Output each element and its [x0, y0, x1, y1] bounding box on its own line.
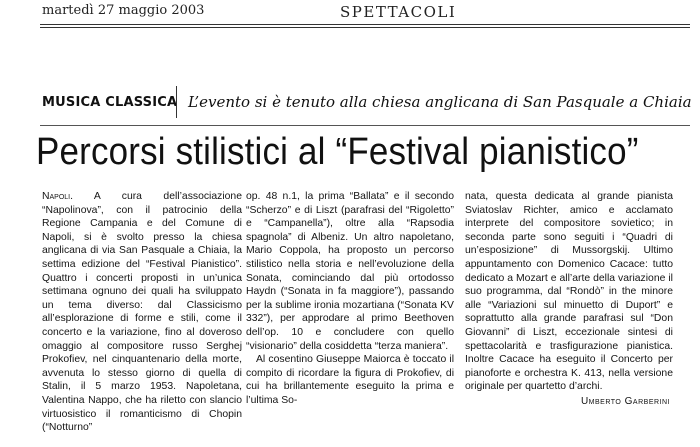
- paragraph: op. 48 n.1, la prima “Ballata” e il secondo “Scherzo” e di Liszt (parafrasi del “Rigoletto” e “Campanella”), oltre alla “Rapsodia spagnola” di Albeniz. Un altro napoletano, Mario Coppola, ha proposto un percorso stilistico nella storia e nell’evoluzione della Sonata, cominciando dal più ortodosso Haydn (“Sonata in fa maggiore”), passando per la sublime ironia mozartiana (“Sonata KV 332”), per approdare al primo Beethoven dell’op. 10 e concludere con quello “visionario” della cosiddetta “terza maniera”.: [246, 191, 454, 352]
- header-rule: [40, 24, 690, 25]
- category-label: MUSICA CLASSICA: [42, 95, 178, 110]
- header-rule-double: [40, 27, 690, 28]
- publication-date: martedì 27 maggio 2003: [42, 3, 205, 18]
- headline: Percorsi stilistici al “Festival pianistico”: [36, 131, 639, 173]
- author-byline: Umberto Garberini: [580, 396, 670, 407]
- subheading-rule: [40, 125, 690, 126]
- paragraph: Al cosentino Giuseppe Maiorca è toccato il compito di ricordare la figura di Prokofiev, di cui ha brillantemente eseguito la prima e l’ultima So-: [246, 354, 454, 406]
- paragraph: [42, 190, 242, 435]
- paragraph-text: A cura dell’associazione “Napolinova”, con il patrocinio della Regione Campania e del Comune di Napoli, si è svolto presso la chiesa anglicana di via San Pasquale a Chiaia, la settima edizione del “Festival Pianistico”. Quattro i concerti proposti in un’unica settimana ognuno dei quali ha sviluppato un tema diverso: dal Classicismo all’esplorazione di forme e stili, come il concerto e la variazione, fino al doveroso omaggio al compositore russo Serghej Prokofiev, nel cinquantenario della morte, avvenuta lo stesso giorno di quella di Stalin, il 5 marzo 1953. Napoletana, Valentina Nappo, che ha riletto con slancio virtuosistico il romanticismo di Chopin (“Notturno”: [42, 191, 242, 434]
- category-divider: [176, 86, 177, 118]
- paragraph: nata, questa dedicata al grande pianista Sviatoslav Richter, amico e acclamato interprete del compositore sovietico; in seconda parte sono seguiti i “Quadri di un’esposizione” di Mussorgskij. Ultimo appuntamento con Domenico Cacace: tutto dedicato a Mozart e all’arte della variazione il suo programma, dal “Rondò” in the minore alle “Variazioni sul minuetto di Duport” e soprattutto alla grande parafrasi sul “Don Giovanni” di Liszt, eccezionale sintesi di spettacolarità e trasfigurazione pianistica. Inoltre Cacace ha eseguito il Concerto per pianoforte e orchestra K. 413, nella versione originale per quartetto d’archi.: [465, 191, 673, 393]
- section-title: SPETTACOLI: [340, 3, 457, 21]
- subheading: L’evento si è tenuto alla chiesa anglicana di San Pasquale a Chiaia: [188, 93, 692, 111]
- article-column-1: [42, 190, 242, 435]
- dateline: Napoli.: [42, 191, 74, 202]
- article-column-2: [246, 190, 454, 408]
- article-column-3: [465, 190, 673, 394]
